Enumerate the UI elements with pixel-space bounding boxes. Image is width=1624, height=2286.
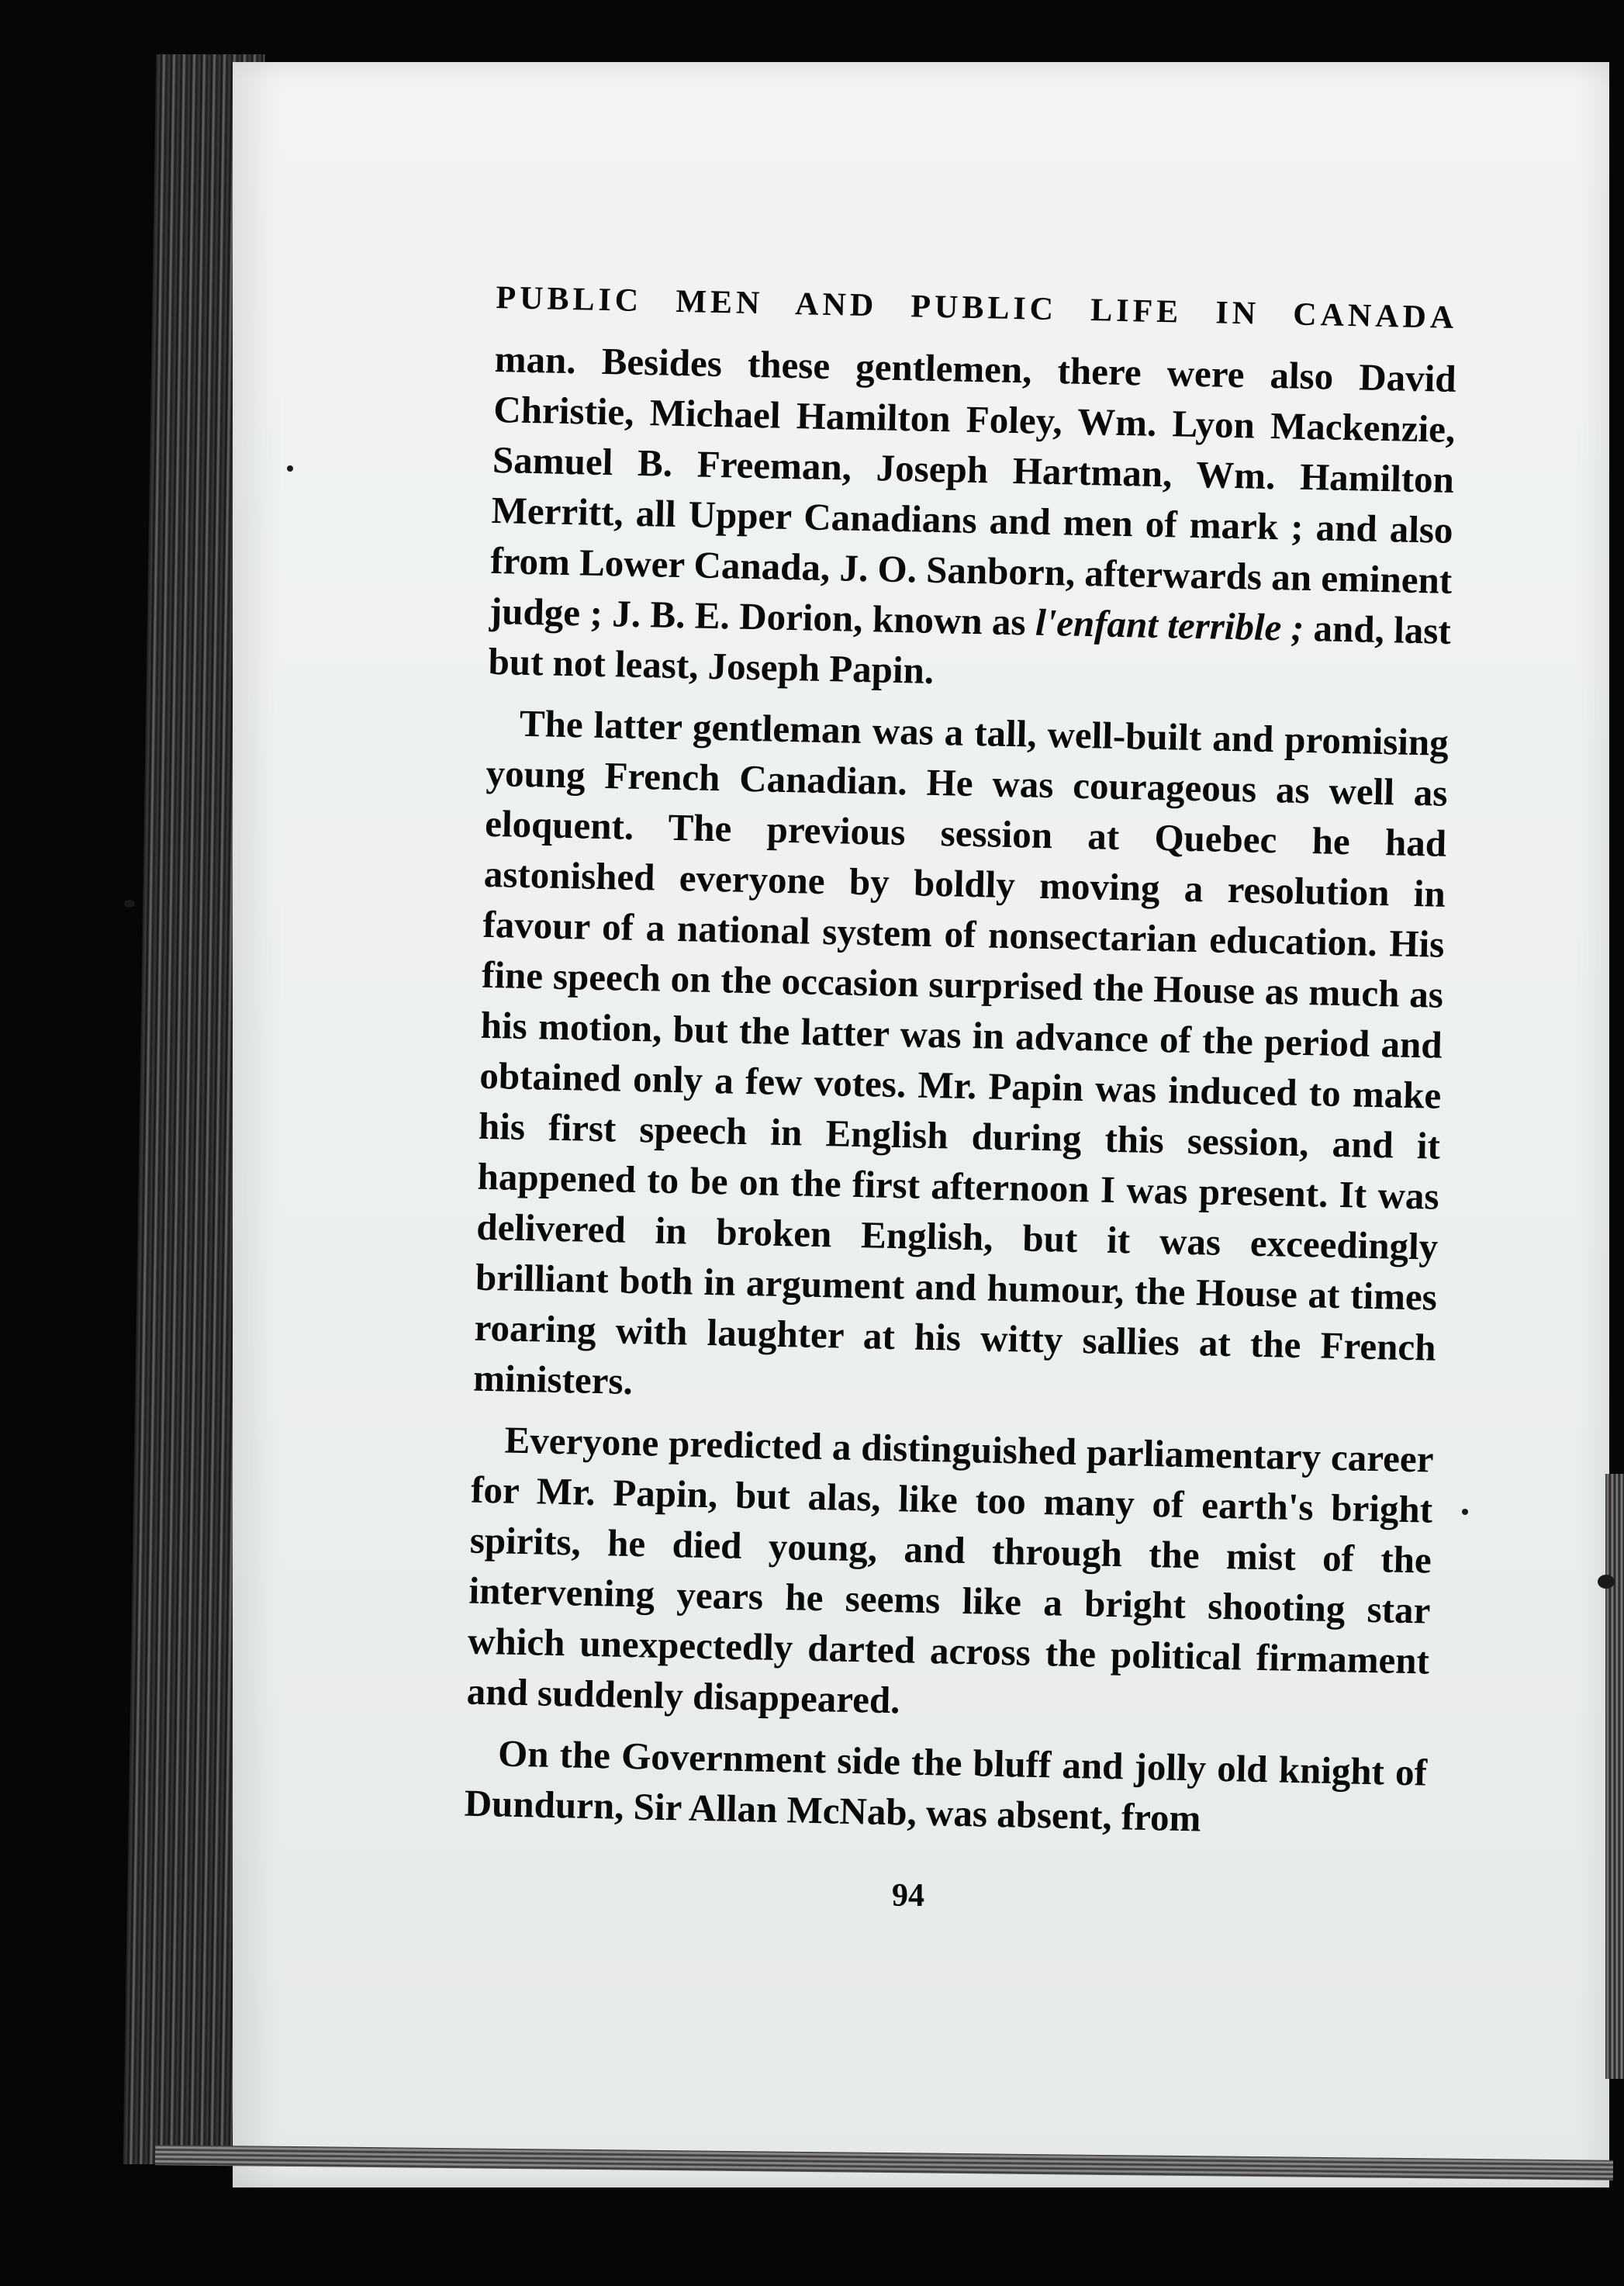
scan-speck (1462, 1509, 1468, 1515)
paragraph-1 (488, 334, 1456, 707)
italic-phrase: l'enfant terrible ; (1035, 600, 1304, 649)
page-text (464, 279, 1458, 1849)
paragraph-2: The latter gentleman was a tall, well-built and promising young French Canadian. He was courageous as well as eloquent. The previous session at Quebec he had astonished everyone by boldly moving a resolution in favour of a national system of nonsectarian education. His fine speech on the occasion surprised the House as much as his motion, but the latter was in advance of the period and obtained only a few votes. Mr. Papin was induced to make his first speech in English during this session, and it happened to be on the first afternoon I was present. It was delivered in broken English, but it was exceedingly brilliant both in argument and humour, the House at times roaring with laughter at his witty sallies at the French ministers. (472, 701, 1450, 1402)
paragraph-1-text-start: man. Besides these gentlemen, there were also David Christie, Michael Hamilton Foley, Wm. Lyon Mackenzie, Samuel B. Freeman, Joseph Hartman, Wm. Hamilton Merritt, all Upper Canadians and men of mark ; and also from Lower Canada, J. O. Sanborn, afterwards an eminent judge ; J. B. E. Dorion, known as (489, 337, 1457, 644)
paragraph-4: On the Government side the bluff and jolly old knight of Dundurn, Sir Allan McNab, was absent, from (464, 1731, 1428, 1840)
page-number: 94 (892, 1878, 924, 1914)
scan-speck (1598, 1575, 1615, 1589)
scan-speck (124, 900, 135, 908)
paragraph-3: Everyone predicted a distinguished parliamentary career for Mr. Papin, but alas, like too many of earth's bright spirits, he died young, and through the mist of the intervening years he seems like a bright shooting star which unexpectedly darted across the political firmament and suddenly disappeared. (466, 1418, 1434, 1722)
adjacent-page-edge (1605, 1474, 1624, 2079)
running-head: PUBLIC MEN AND PUBLIC LIFE IN CANADA (496, 279, 1458, 336)
scan-speck (287, 465, 293, 472)
paragraph-1-text-end: and, last but not least, Joseph Papin. (488, 606, 1452, 692)
